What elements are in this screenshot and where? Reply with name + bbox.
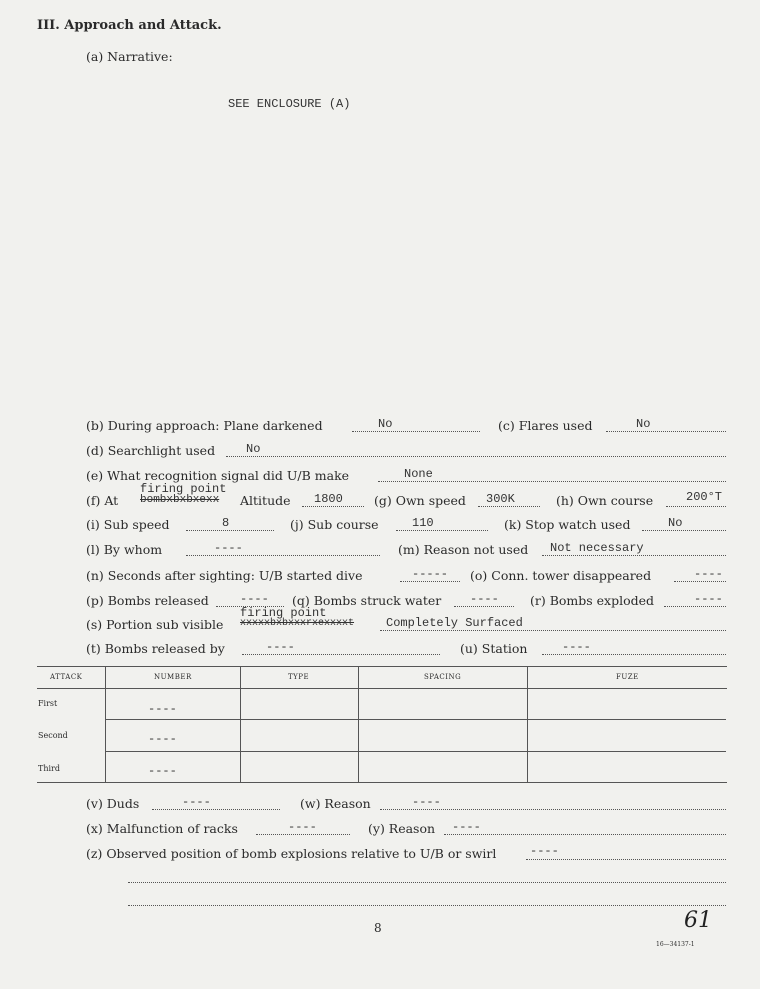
field-u-line	[542, 654, 726, 655]
handwritten-number: 61	[684, 908, 712, 933]
table-top-border	[37, 666, 727, 667]
field-s-line	[380, 630, 726, 631]
field-l-line	[186, 555, 380, 556]
field-u-value: ----	[562, 640, 591, 654]
table-row-attack: First	[38, 699, 58, 708]
table-col-border	[358, 666, 359, 782]
field-f-label-pre: (f) At	[86, 493, 119, 508]
table-row-number: ----	[148, 764, 177, 778]
field-z-extra-line	[128, 905, 726, 906]
field-z-line	[526, 859, 726, 860]
field-c-value: No	[636, 417, 651, 431]
field-x-line	[256, 834, 350, 835]
field-z-value: ----	[530, 844, 559, 858]
field-v-value: ----	[182, 795, 211, 809]
field-g-line	[478, 506, 540, 507]
field-d-label: (d) Searchlight used	[86, 443, 216, 458]
field-f-line	[302, 506, 364, 507]
table-header-attack: ATTACK	[50, 673, 83, 681]
field-o-line	[674, 581, 726, 582]
field-m-value: Not necessary	[550, 541, 644, 555]
field-c-line	[606, 431, 726, 432]
narrative-label: (a) Narrative:	[86, 49, 173, 64]
section-title: III. Approach and Attack.	[37, 18, 222, 33]
field-w-label: (w) Reason	[300, 796, 371, 811]
table-bottom-border	[37, 782, 727, 783]
table-col-border	[240, 666, 241, 782]
field-w-line	[380, 809, 726, 810]
field-g-label: (g) Own speed	[374, 493, 466, 508]
table-col-border	[105, 666, 106, 782]
field-x-value: ----	[288, 820, 317, 834]
field-l-value: ----	[214, 541, 243, 555]
field-b-value: No	[378, 417, 393, 431]
field-f-struck: bombxbxbxexx	[140, 494, 220, 506]
field-e-line	[378, 481, 726, 482]
field-j-label: (j) Sub course	[290, 517, 379, 532]
field-h-line	[666, 506, 726, 507]
table-row-attack: Third	[38, 764, 60, 773]
field-h-value: 200°T	[686, 490, 723, 504]
field-t-label: (t) Bombs released by	[86, 641, 225, 656]
narrative-value: SEE ENCLOSURE (A)	[228, 97, 351, 111]
field-k-value: No	[668, 516, 683, 530]
field-y-label: (y) Reason	[368, 821, 436, 836]
field-w-value: ----	[412, 795, 441, 809]
table-row-number: ----	[148, 702, 177, 716]
field-y-line	[444, 834, 726, 835]
field-z-label: (z) Observed position of bomb explosions relative to U/B or swirl	[86, 846, 497, 861]
field-z-extra-line	[128, 882, 726, 883]
field-l-label: (l) By whom	[86, 542, 163, 557]
field-t-value: ----	[266, 640, 295, 654]
table-row-border	[105, 751, 726, 752]
table-col-border	[527, 666, 528, 782]
field-j-value: 110	[412, 516, 434, 530]
field-k-line	[642, 530, 726, 531]
table-row-number: ----	[148, 732, 177, 746]
field-n-label: (n) Seconds after sighting: U/B started dive	[86, 568, 363, 583]
field-f-value: 1800	[314, 492, 343, 506]
field-f-overtype: firing point	[140, 482, 227, 496]
field-x-label: (x) Malfunction of racks	[86, 821, 238, 836]
field-v-label: (v) Duds	[86, 796, 140, 811]
field-u-label: (u) Station	[460, 641, 528, 656]
field-y-value: ----	[452, 820, 481, 834]
field-r-value: ----	[694, 592, 723, 606]
field-v-line	[152, 809, 280, 810]
field-r-line	[664, 606, 726, 607]
field-o-label: (o) Conn. tower disappeared	[470, 568, 652, 583]
field-p-value: ----	[240, 592, 269, 606]
field-f-label-post: Altitude	[240, 493, 291, 508]
table-header-number: NUMBER	[154, 673, 192, 681]
field-r-label: (r) Bombs exploded	[530, 593, 655, 608]
field-b-line	[352, 431, 480, 432]
table-header-fuze: FUZE	[616, 673, 639, 681]
page-number: 8	[374, 921, 382, 935]
field-s-value: Completely Surfaced	[386, 616, 523, 630]
table-header-type: TYPE	[288, 673, 310, 681]
field-n-line	[400, 581, 460, 582]
field-m-line	[542, 555, 726, 556]
field-d-value: No	[246, 442, 261, 456]
field-h-label: (h) Own course	[556, 493, 654, 508]
field-q-line	[454, 606, 514, 607]
field-m-label: (m) Reason not used	[398, 542, 529, 557]
field-d-line	[226, 456, 726, 457]
field-n-value: -----	[412, 567, 449, 581]
field-e-label: (e) What recognition signal did U/B make	[86, 468, 350, 483]
field-k-label: (k) Stop watch used	[504, 517, 631, 532]
field-s-struck: xxxxxbxbxxxrxexxxxt	[240, 618, 355, 629]
field-i-label: (i) Sub speed	[86, 517, 170, 532]
form-code: 16—34137-1	[656, 941, 695, 948]
field-t-line	[242, 654, 440, 655]
field-s-overtype: firing point	[240, 606, 327, 620]
table-row-border	[105, 719, 726, 720]
field-p-label: (p) Bombs released	[86, 593, 209, 608]
field-g-value: 300K	[486, 492, 515, 506]
field-i-value: 8	[222, 516, 230, 530]
field-o-value: ----	[694, 567, 723, 581]
table-row-attack: Second	[38, 731, 68, 740]
field-e-value: None	[404, 467, 433, 481]
field-q-value: ----	[470, 592, 499, 606]
field-i-line	[186, 530, 274, 531]
field-q-label: (q) Bombs struck water	[292, 593, 442, 608]
table-header-border	[37, 688, 727, 689]
field-s-label: (s) Portion sub visible	[86, 617, 224, 632]
field-c-label: (c) Flares used	[498, 418, 593, 433]
field-b-label: (b) During approach: Plane darkened	[86, 418, 323, 433]
table-header-spacing: SPACING	[424, 673, 462, 681]
field-j-line	[396, 530, 488, 531]
